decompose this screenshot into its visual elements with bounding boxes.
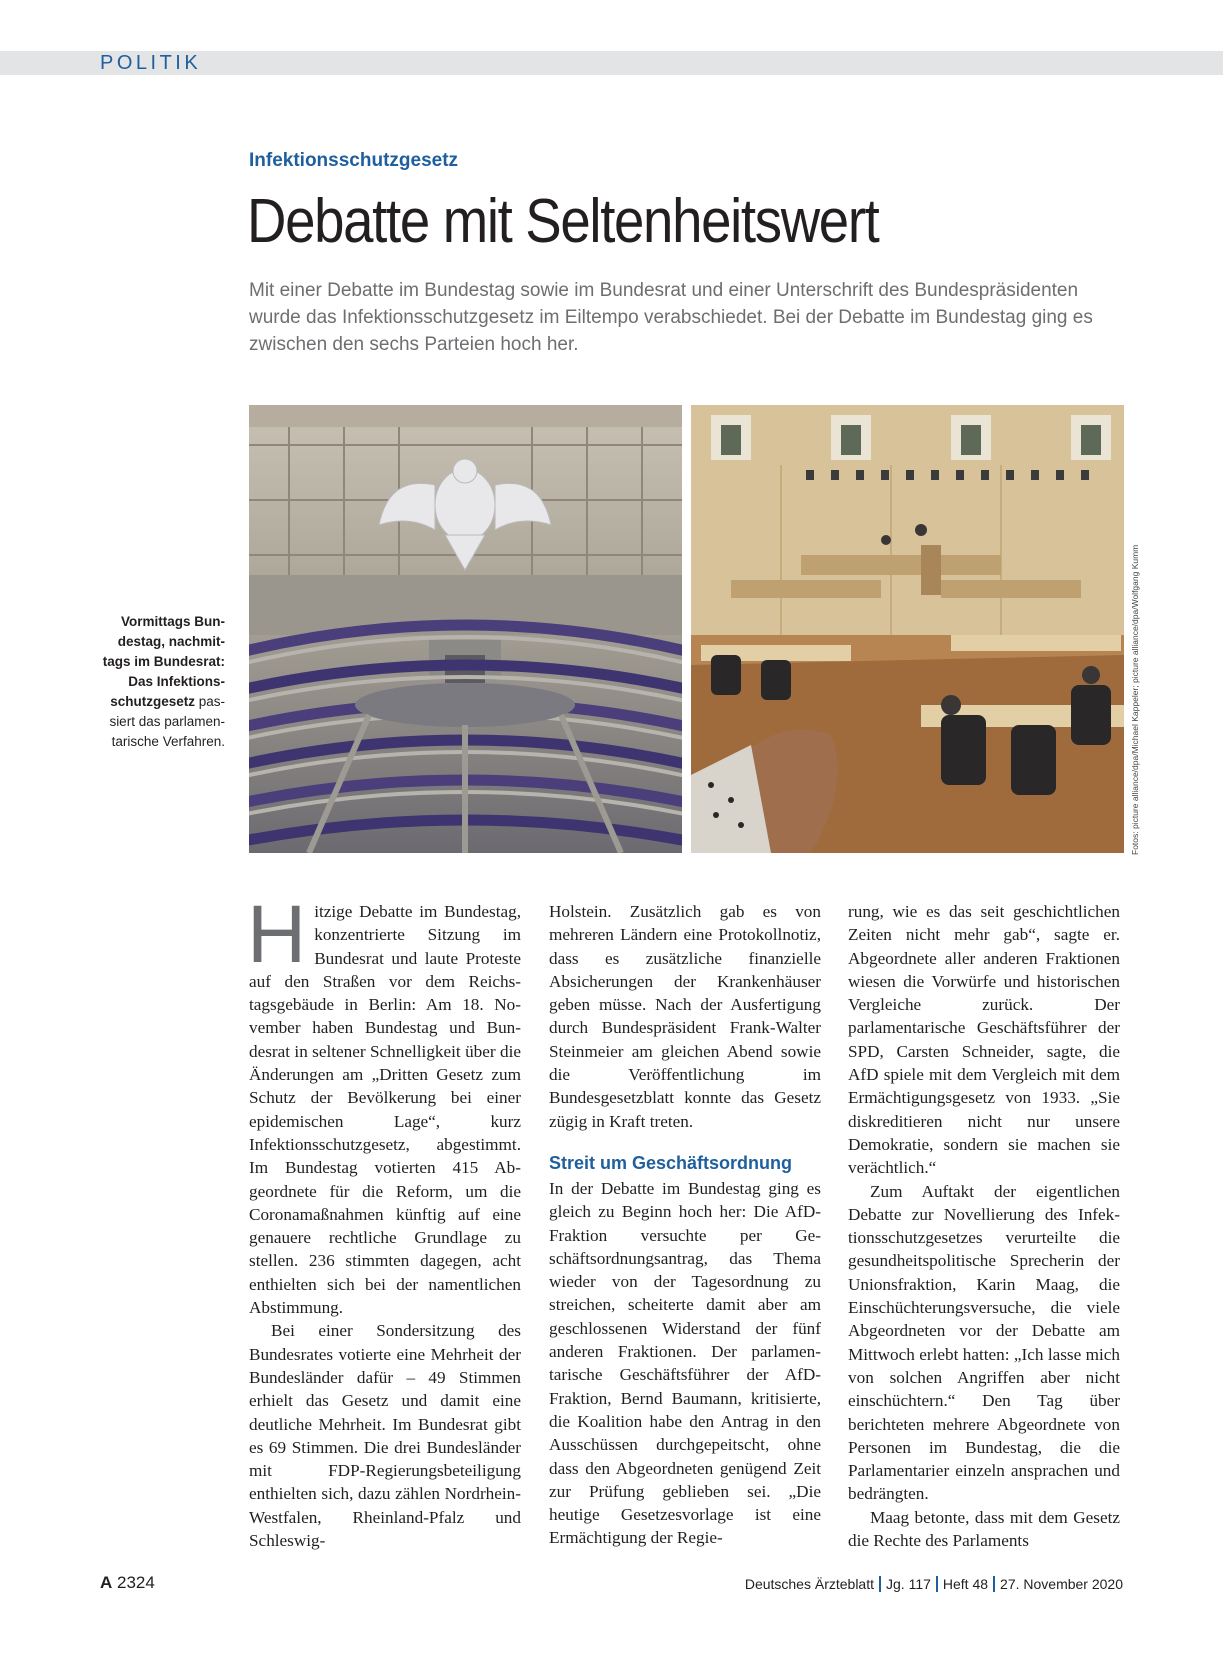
- paragraph: Bei einer Sondersitzung des Bundesrates votierte eine Mehrheit der Bundesländer dafür – 49 Stimmen erhielt das Gesetz und damit eine deutliche Mehrheit. Im Bundesrat gibt es 69 Stimmen. Die drei Bundesländer mit FDP-Regierungsbeteiligung enthielten sich, dazu zählen Nordrhein-Westfalen, Rheinland-Pfalz und Schleswig-: [249, 1321, 521, 1551]
- journal-name: Deutsches Ärzteblatt: [744, 1576, 874, 1592]
- paragraph: rung, wie es das seit geschichtlichen Zeiten nicht mehr gab“, sagte er. Abgeordnete aller anderen Fraktionen wiesen die Vorwürfe und historischen Vergleiche zurück. Der parlamentarische Geschäftsführer der SPD, Carsten Schneider, sagte, die AfD spiele mit dem Vergleich mit dem Ermächtigungsgesetz von 1933. „Sie diskreditieren nicht nur unsere Demokratie, sondern sie machen sie verächtlich.“: [848, 902, 1120, 1178]
- paragraph: In der Debatte im Bundestag ging es gleich zu Beginn hoch her: Die AfD-Fraktion versuchte per Geschäftsordnungsantrag, das Thema wieder von der Tagesordnung zu streichen, scheiterte damit aber am geschlossenen Widerstand der fünf anderen Fraktionen. Der parlamentarische Geschäftsführer der AfD-Fraktion, Bernd Baumann, kritisierte, die Koalition habe den Antrag in den Ausschüssen durchgepeitscht, ohne dass den Abgeordneten genügend Zeit zur Prüfung geblieben sei. „Die heutige Gesetzesvorlage ist eine Ermächtigung der Regie-: [549, 1178, 821, 1548]
- section-label: POLITIK: [100, 52, 202, 74]
- bundestag-photo: [249, 405, 682, 853]
- paragraph: Holstein. Zusätzlich gab es von mehreren Ländern eine Protokollnotiz, dass es zusätzliche finanzielle Absicherungen der Krankenhäuser geben müsse. Nach der Ausfertigung durch Bundespräsident Frank-Walter Steinmeier am gleichen Abend sowie die Veröffentlichung im Bundesgesetzblatt konnte das Gesetz zügig in Kraft treten.: [549, 902, 821, 1131]
- journal-issue: Heft 48: [942, 1576, 989, 1592]
- photo-caption: [100, 612, 225, 752]
- paragraph: Zum Auftakt der eigentlichen Debatte zur Novellierung des Infektionsschutzgesetzes verurteilte die gesundheitspolitische Sprecherin der Unionsfraktion, Karin Maag, die Einschüchterungsversuche, die viele Abgeordneten vor der Debatte am Mittwoch erlebt hatten: „Ich lasse mich von solchen Angriffen aber nicht einschüchtern.“ Den Tag über berichteten mehrere Abgeordnete von Personen im Bundestag, die die Parlamentarier einzeln ansprachen und bedrängten.: [848, 1181, 1120, 1504]
- journal-volume: Jg. 117: [886, 1576, 931, 1592]
- footer-separator: [879, 1576, 881, 1592]
- paragraph: [247, 889, 521, 1319]
- subheading: Streit um Geschäftsordnung: [549, 1152, 793, 1173]
- photo-credit: Fotos: picture alliance/dpa/Michael Kappeler; picture alliance/dpa/Wolfgang Kumm: [1130, 544, 1140, 855]
- paragraph-text: itzige Debatte im Bundestag, konzentrierte Sitzung im Bundesrat und laute Proteste auf den Straßen vor dem Reichstagsgebäude in Berlin: Am 18. November haben Bundestag und Bundesrat in seltener Schnelligkeit über die Änderungen am „Dritten Gesetz zum Schutz der Bevölkerung bei einer epidemischen Lage“, kurz Infektionsschutzgesetz, abgestimmt. Im Bundestag votierten 415 Abgeordnete für die Reform, um die Coronamaßnahmen künftig auf eine genauere rechtliche Grundlage zu stellen. 236 stimmten dagegen, acht enthielten sich bei der namentlichen Abstimmung.: [249, 902, 521, 1318]
- article-lead: Mit einer Debatte im Bundestag sowie im Bundesrat und einer Unterschrift des Bundespräsidenten wurde das Infektionsschutzgesetz im Eiltempo verabschiedet. Bei der Debatte im Bundestag ging es zwischen den sechs Parteien hoch her.: [249, 280, 1093, 355]
- journal-footer: [745, 1576, 1123, 1592]
- folio-letter: A: [100, 1573, 113, 1592]
- page-number: [100, 1573, 155, 1593]
- journal-date: 27. November 2020: [1000, 1576, 1123, 1592]
- caption-bold: Vormittags Bundestag, nachmittags im Bundesrat: Das Infektionsschutzgesetz: [102, 614, 225, 709]
- footer-separator: [936, 1576, 938, 1592]
- article-kicker: Infektionsschutzgesetz: [249, 150, 459, 171]
- caption-normal: passiert das parlamentarische Verfahren.: [109, 694, 225, 749]
- drop-cap: H: [247, 889, 307, 980]
- folio-number: 2324: [117, 1573, 155, 1592]
- article-column-1: [247, 889, 521, 1552]
- bundesrat-photo: [691, 405, 1124, 853]
- article-column-3: [848, 900, 1120, 1552]
- article-title: Debatte mit Seltenheitswert: [247, 187, 879, 256]
- footer-separator: [993, 1576, 995, 1592]
- paragraph: Maag betonte, dass mit dem Gesetz die Rechte des Parlaments: [848, 1507, 1120, 1551]
- article-column-2: [549, 900, 821, 1550]
